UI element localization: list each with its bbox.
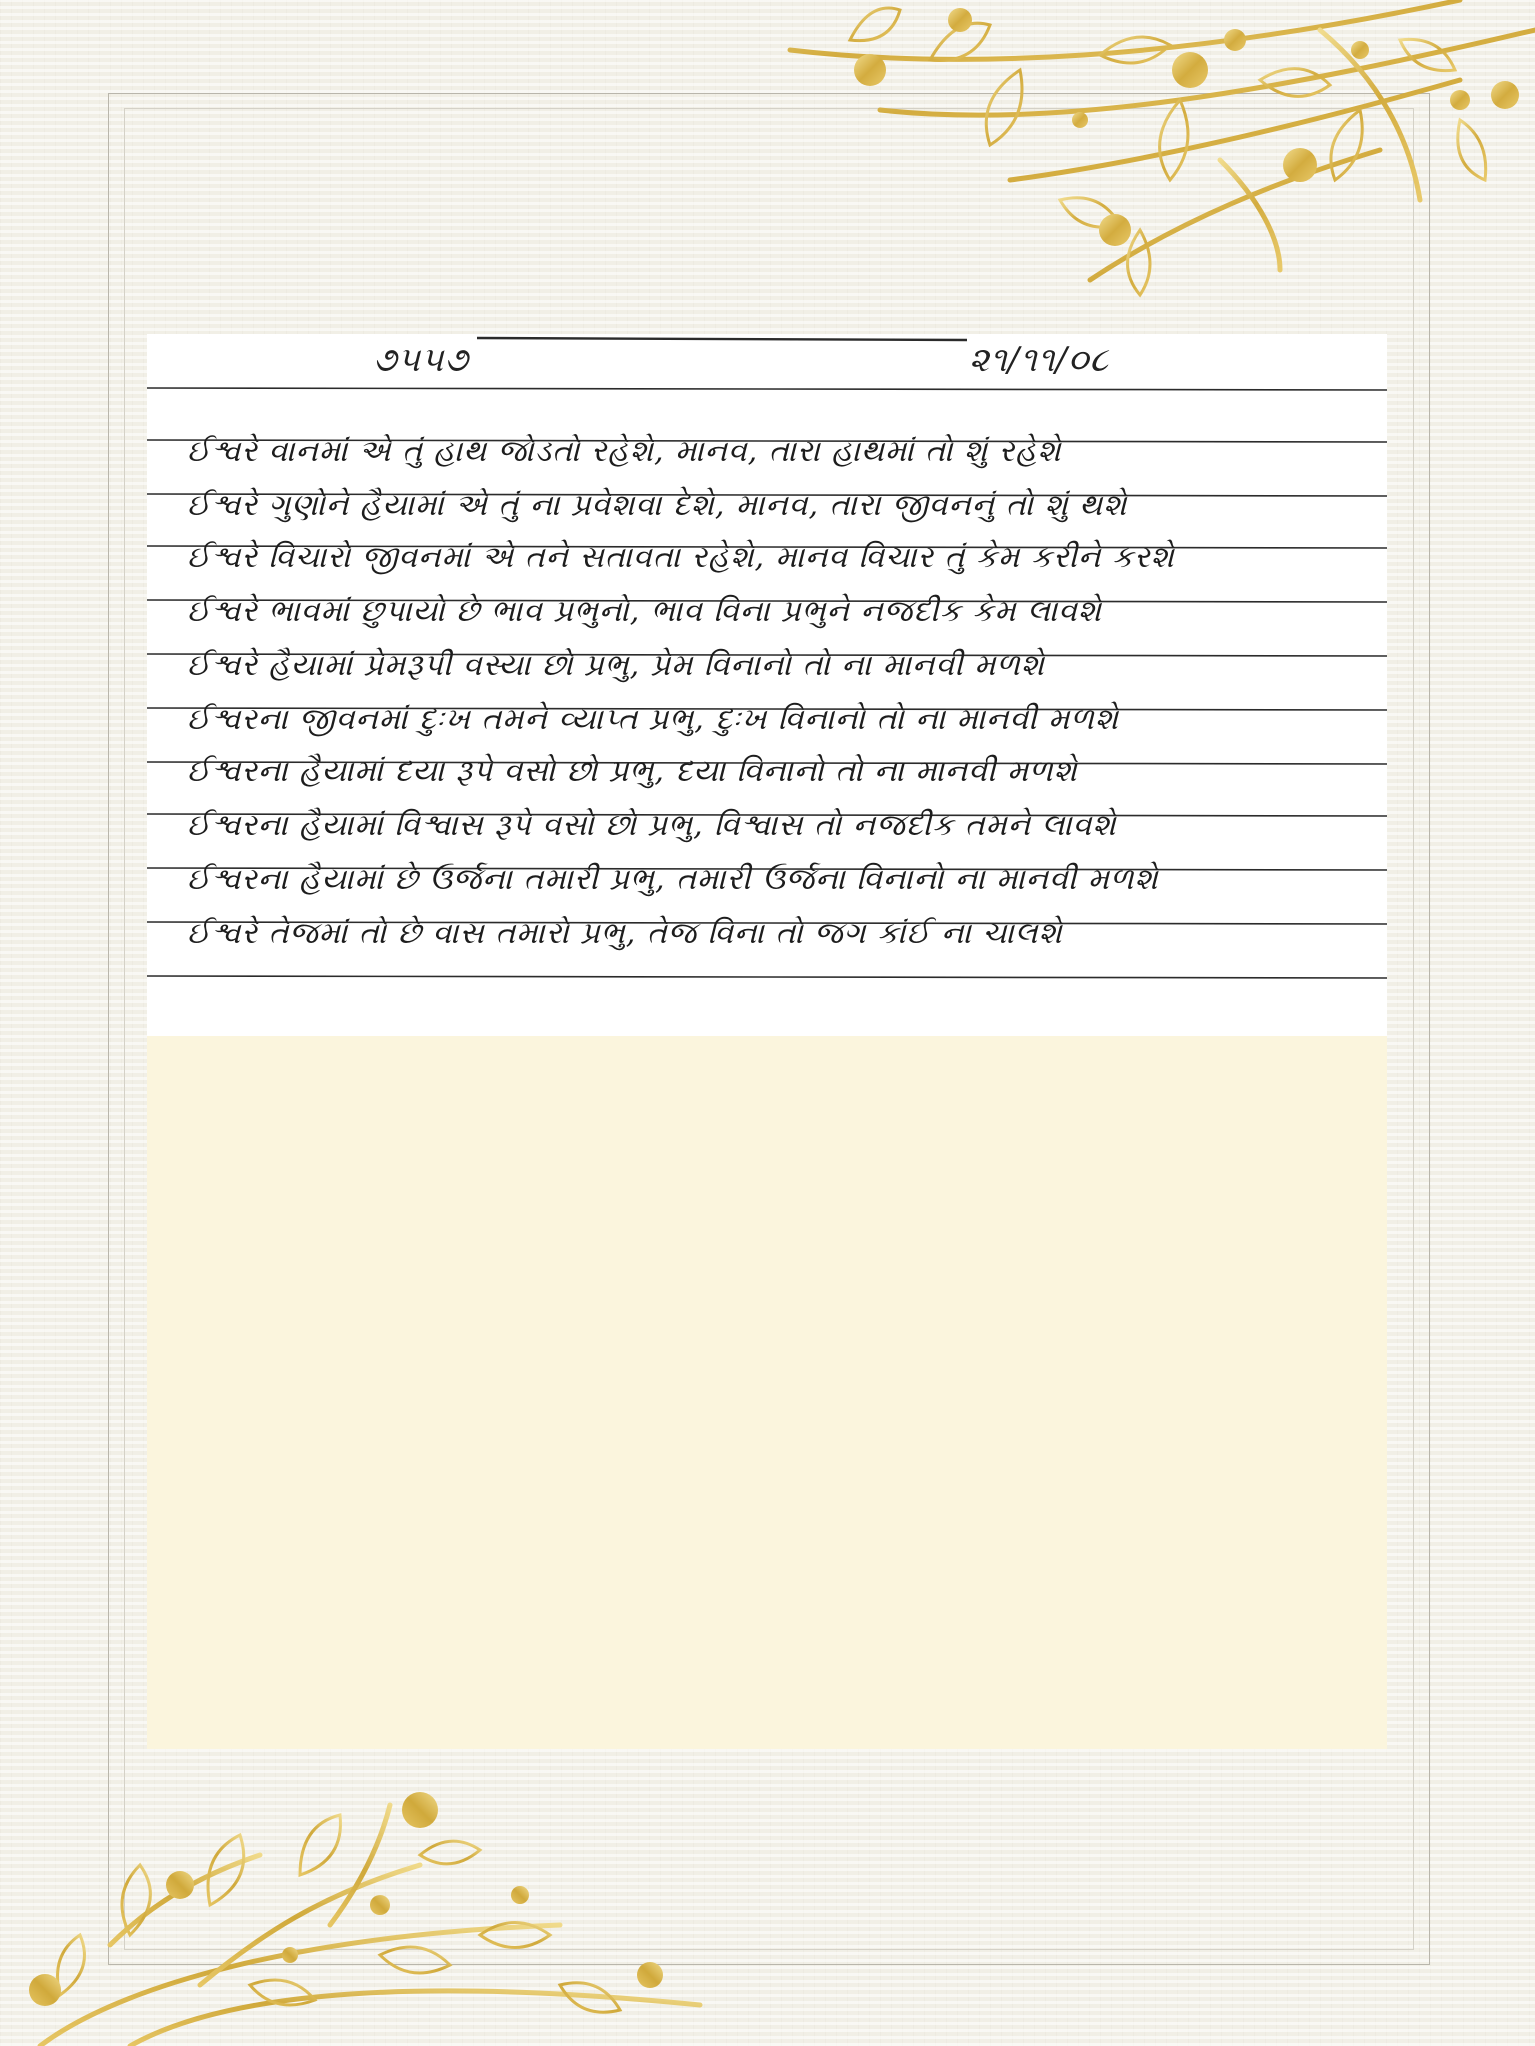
letter-line: ઈશ્વરે તેજમાં તો છે વાસ તમારો પ્રભુ, તેજ વિના તો જગ કાંઈ ના ચાલશે xyxy=(187,916,1063,951)
gold-leaf-branch-icon xyxy=(760,0,1535,310)
letter-line: ઈશ્વરના હૈયામાં દયા રૂપે વસો છો પ્રભુ, દયા વિનાનો તો ના માનવી મળશે xyxy=(187,754,1078,789)
letter-line: ઈશ્વરે વાનમાં એ તું હાથ જોડતો રહેશે, માનવ, તારા હાથમાં તો શું રહેશે xyxy=(187,434,1062,469)
gold-leaf-branch-icon xyxy=(0,1785,780,2046)
letter-line: ઈશ્વરે વિચારો જીવનમાં એ તને સતાવતા રહેશે, માનવ વિચાર તું કેમ કરીને કરશે xyxy=(187,540,1175,575)
letter-line: ઈશ્વરે ગુણોને હૈયામાં એ તું ના પ્રવેશવા દેશે, માનવ, તારા જીવનનું તો શું થશે xyxy=(187,488,1128,523)
blank-cream-panel xyxy=(147,1035,1387,1749)
letter-line: ઈશ્વરે હૈયામાં પ્રેમરૂપી વસ્યા છો પ્રભુ, પ્રેમ વિનાનો તો ના માનવી મળશે xyxy=(187,648,1046,683)
letter-number: ૭૫૫૭ xyxy=(373,340,469,380)
handwritten-letter xyxy=(147,334,1387,1036)
letter-line: ઈશ્વરના જીવનમાં દુઃખ તમને વ્યાપ્ત પ્રભુ, દુઃખ વિનાનો તો ના માનવી મળશે xyxy=(187,702,1119,737)
letter-date: ૨૧/૧૧/૦૮ xyxy=(969,340,1110,380)
letter-line: ઈશ્વરે ભાવમાં છુપાયો છે ભાવ પ્રભુનો, ભાવ વિના પ્રભુને નજદીક કેમ લાવશે xyxy=(187,594,1103,629)
letter-line: ઈશ્વરના હૈયામાં છે ઉર્જના તમારી પ્રભુ, તમારી ઉર્જના વિનાનો ના માનવી મળશે xyxy=(187,862,1159,897)
letter-line: ઈશ્વરના હૈયામાં વિશ્વાસ રૂપે વસો છો પ્રભુ, વિશ્વાસ તો નજદીક તમને લાવશે xyxy=(187,808,1117,843)
